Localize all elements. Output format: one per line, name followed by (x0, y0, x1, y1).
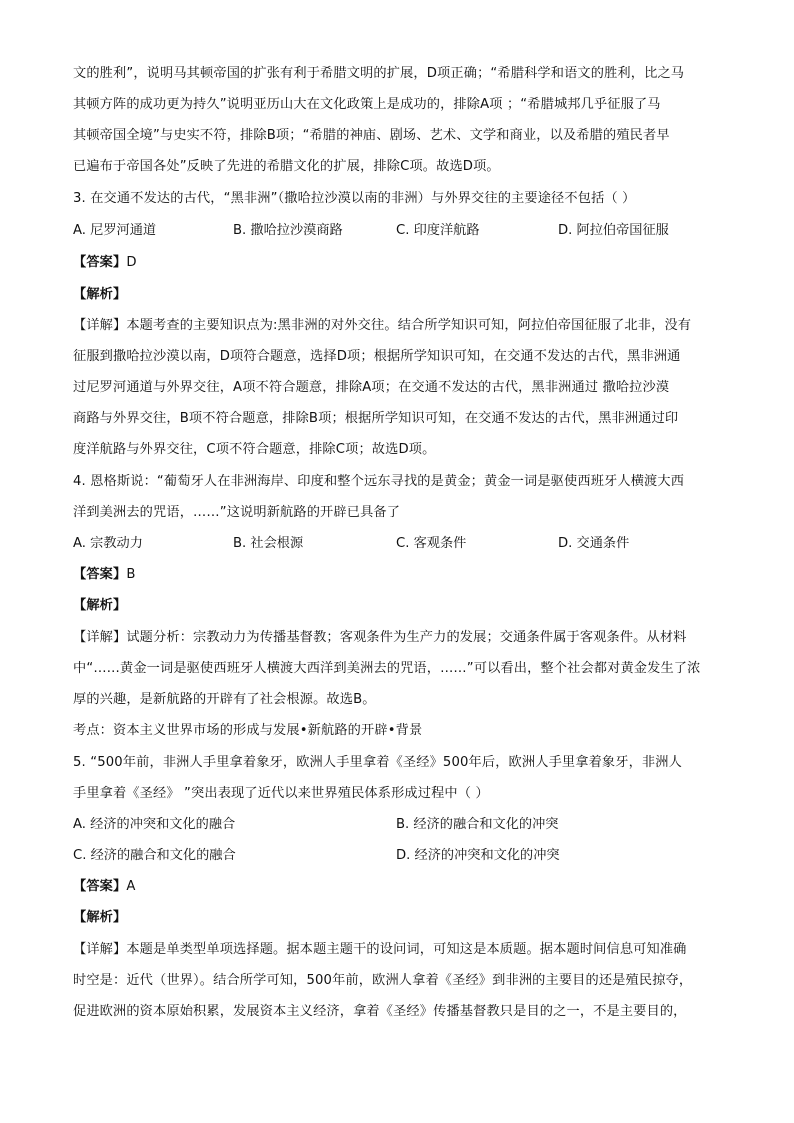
q5-stem-line-1: 5. “500年前，非洲人手里拿着象牙，欧洲人手里拿着《圣经》500年后，欧洲人手里拿着象牙，非洲人 (73, 755, 682, 770)
q3-answer-value: D (126, 255, 137, 270)
q5-option-a: A. 经济的冲突和文化的融合 (73, 817, 236, 832)
q5-detail-line-3: 促进欧洲的资本原始积累，发展资本主义经济，拿着《圣经》传播基督教只是目的之一，不是主要目的， (73, 1004, 687, 1019)
q3-answer-line (73, 253, 734, 273)
q3-detail-line-1: 【详解】本题考查的主要知识点为:黑非洲的对外交往。结合所学知识可知，阿拉伯帝国征服了北非，没有 (73, 318, 692, 333)
q5-answer-value: A (126, 879, 136, 894)
q4-stem-line-2: 洋到美洲去的咒语，……”这说明新航路的开辟已具备了 (73, 505, 401, 520)
q5-detail-line-1: 【详解】本题是单类型单项选择题。据本题主题干的设问词，可知这是本质题。据本题时间信息可知准确 (73, 942, 687, 957)
q5-stem-line-2: 手里拿着《圣经》 ”突出表现了近代以来世界殖民体系形成过程中（ ） (73, 786, 489, 801)
q3-option-c: C. 印度洋航路 (396, 223, 480, 238)
q4-option-d: D. 交通条件 (558, 536, 630, 551)
q5-option-c: C. 经济的融合和文化的融合 (73, 848, 236, 863)
q4-option-c: C. 客观条件 (396, 536, 467, 551)
q4-answer-value: B (126, 567, 136, 582)
q5-option-d: D. 经济的冲突和文化的冲突 (396, 848, 560, 863)
q3-detail-line-5: 度洋航路与外界交往，C项不符合题意，排除C项；故选D项。 (73, 442, 436, 457)
q4-option-b: B. 社会根源 (233, 536, 304, 551)
q3-stem: 3. 在交通不发达的古代，“黑非洲”（撒哈拉沙漠以南的非洲）与外界交往的主要途径不包括（ ） (73, 191, 636, 206)
q2-analysis-line-4: 已遍布于帝国各处”反映了先进的希腊文化的扩展，排除C项。故选D项。 (73, 159, 500, 174)
q3-option-b: B. 撒哈拉沙漠商路 (233, 223, 343, 238)
q3-option-d: D. 阿拉伯帝国征服 (558, 223, 669, 238)
q3-detail-line-3: 过尼罗河通道与外界交往，A项不符合题意，排除A项；在交通不发达的古代，黑非洲通过 撒哈拉沙漠 (73, 380, 670, 395)
q3-detail-line-2: 征服到撒哈拉沙漠以南，D项符合题意，选择D项；根据所学知识可知，在交通不发达的古代，黑非洲通 (73, 349, 681, 364)
q5-analysis-label: 【解析】 (73, 910, 127, 925)
q4-analysis-label: 【解析】 (73, 598, 127, 613)
q4-answer-label: 【答案】 (73, 567, 127, 582)
q3-detail-line-4: 商路与外界交往，B项不符合题意，排除B项；根据所学知识可知，在交通不发达的古代，黑非洲通过印 (73, 411, 679, 426)
q5-answer-line (73, 877, 734, 897)
q4-stem-line-1: 4. 恩格斯说：“葡萄牙人在非洲海岸、印度和整个远东寻找的是黄金；黄金一词是驱使西班牙人横渡大西 (73, 474, 685, 489)
q5-detail-line-2: 时空是：近代（世界）。结合所学可知，500年前，欧洲人拿着《圣经》到非洲的主要目的还是殖民掠夺， (73, 973, 693, 988)
q2-analysis-line-2: 其顿方阵的成功更为持久”说明亚历山大在文化政策上是成功的，排除A项 ；“希腊城邦几乎征服了马 (73, 97, 661, 112)
q5-answer-label: 【答案】 (73, 879, 127, 894)
q4-detail-line-2: 中“……黄金一词是驱使西班牙人横渡大西洋到美洲去的咒语，……”可以看出，整个社会都对黄金发生了浓 (73, 661, 701, 676)
q2-analysis-line-3: 其顿帝国全境”与史实不符，排除B项；“希腊的神庙、剧场、艺术、文学和商业，以及希腊的殖民者早 (73, 128, 670, 143)
q5-option-b: B. 经济的融合和文化的冲突 (396, 817, 559, 832)
q4-detail-line-3: 厚的兴趣，是新航路的开辟有了社会根源。故选B。 (73, 692, 376, 707)
q4-kaodian: 考点：资本主义世界市场的形成与发展•新航路的开辟•背景 (73, 723, 423, 738)
q4-detail-line-1: 【详解】试题分析：宗教动力为传播基督教；客观条件为生产力的发展；交通条件属于客观条件。从材料 (73, 630, 687, 645)
q2-analysis-line-1: 文的胜利”，说明马其顿帝国的扩张有利于希腊文明的扩展，D项正确；“希腊科学和语文的胜利，比之马 (73, 66, 685, 81)
q3-answer-label: 【答案】 (73, 255, 127, 270)
q3-analysis-label: 【解析】 (73, 287, 127, 302)
q3-option-a: A. 尼罗河通道 (73, 223, 157, 238)
q4-option-a: A. 宗教动力 (73, 536, 143, 551)
q4-answer-line (73, 565, 734, 585)
